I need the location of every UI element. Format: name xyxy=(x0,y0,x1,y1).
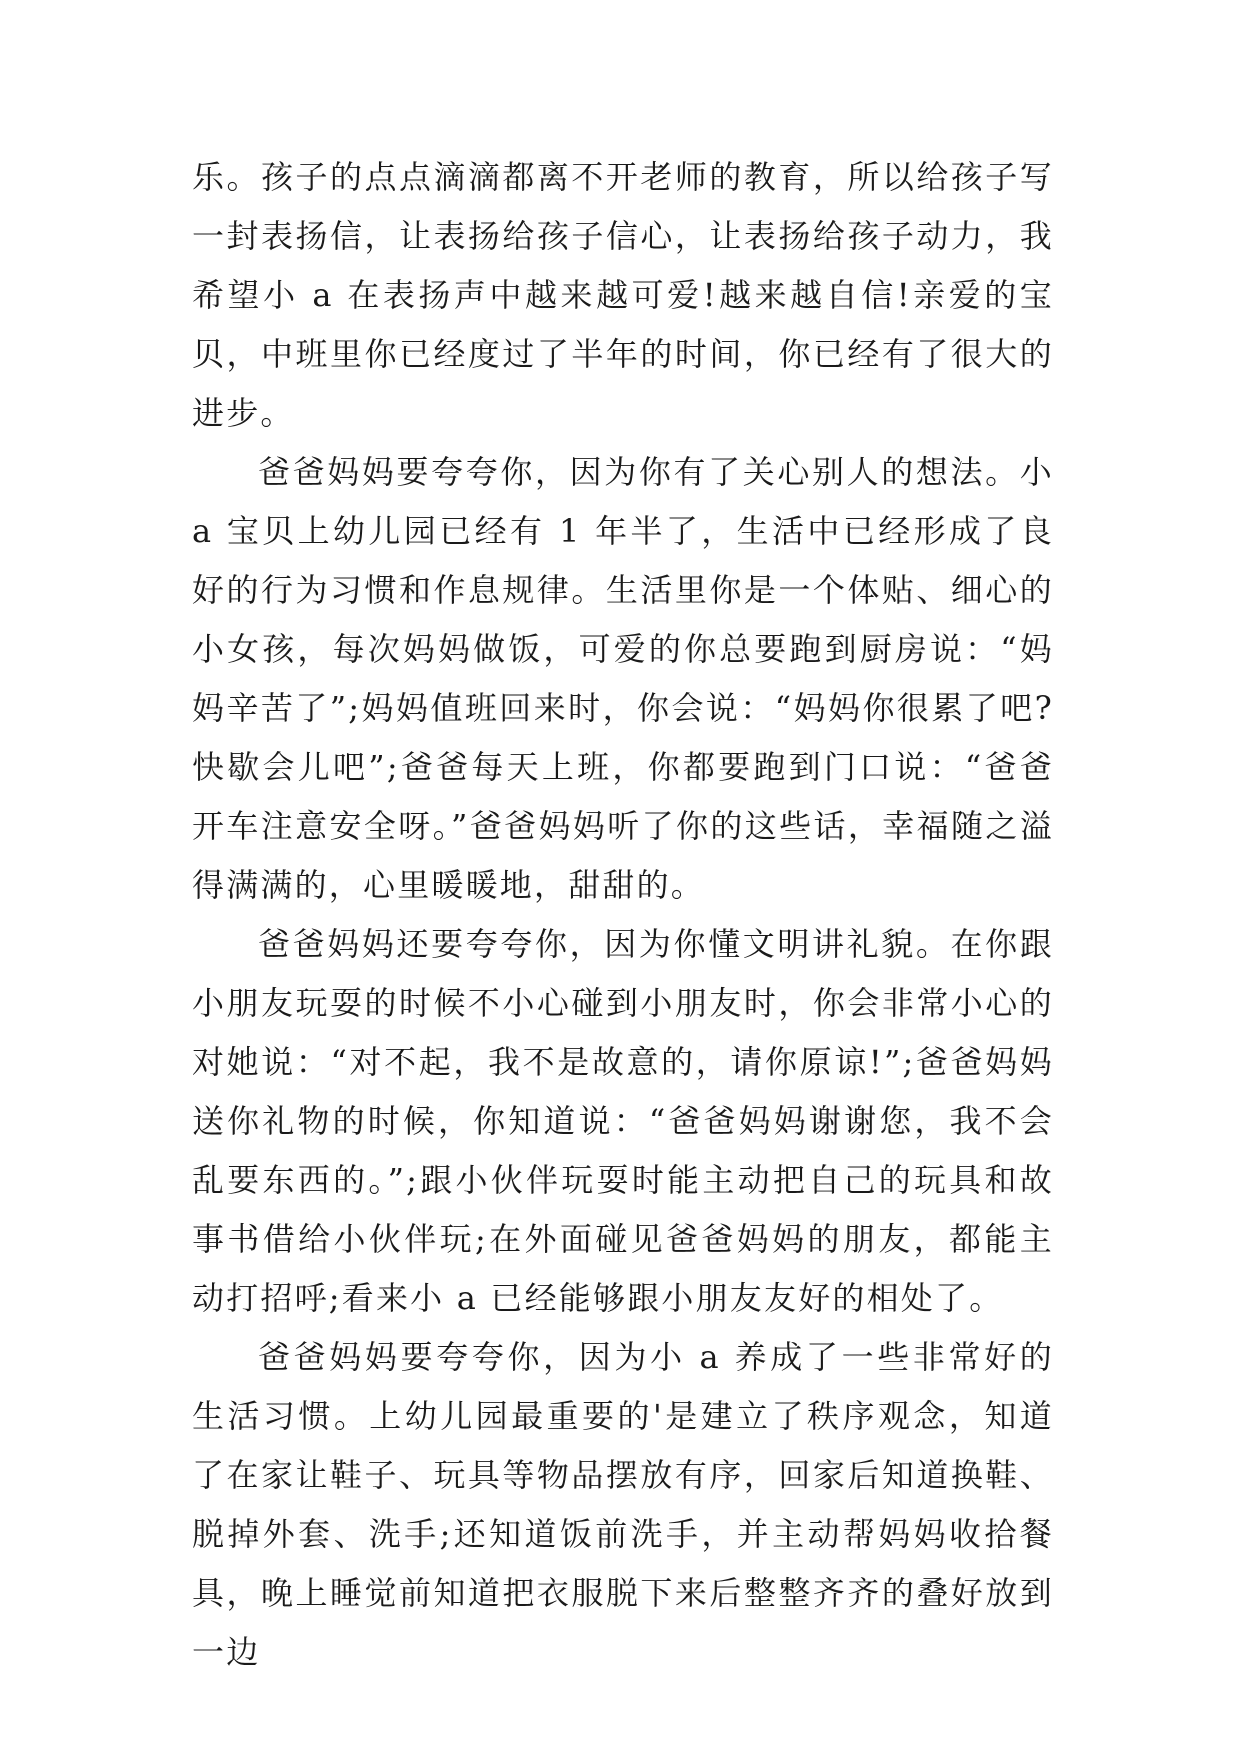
paragraph-2: 爸爸妈妈要夸夸你，因为你有了关心别人的想法。小 a 宝贝上幼儿园已经有 1 年半了，生活中已经形成了良好的行为习惯和作息规律。生活里你是一个体贴、细心的小女孩，每次妈妈做饭，可爱的你总要跑到厨房说：“妈妈辛苦了”;妈妈值班回来时，你会说：“妈妈你很累了吧?快歇会儿吧”;爸爸每天上班，你都要跑到门口说：“爸爸开车注意安全呀。”爸爸妈妈听了你的这些话，幸福随之溢得满满的，心里暖暖地，甜甜的。 xyxy=(192,453,1054,904)
paragraph-3: 爸爸妈妈还要夸夸你，因为你懂文明讲礼貌。在你跟小朋友玩耍的时候不小心碰到小朋友时，你会非常小心的对她说：“对不起，我不是故意的，请你原谅!”;爸爸妈妈送你礼物的时候，你知道说：“爸爸妈妈谢谢您，我不会乱要东西的。”;跟小伙伴玩耍时能主动把自己的玩具和故事书借给小伙伴玩;在外面碰见爸爸妈妈的朋友，都能主动打招呼;看来小 a 已经能够跟小朋友友好的相处了。 xyxy=(192,925,1054,1317)
paragraph-4: 爸爸妈妈要夸夸你，因为小 a 养成了一些非常好的生活习惯。上幼儿园最重要的'是建立了秩序观念，知道了在家让鞋子、玩具等物品摆放有序，回家后知道换鞋、脱掉外套、洗手;还知道饭前洗手，并主动帮妈妈收拾餐具，晚上睡觉前知道把衣服脱下来后整整齐齐的叠好放到一边 xyxy=(192,1338,1054,1671)
document-body xyxy=(192,148,1054,1682)
paragraph-1: 乐。孩子的点点滴滴都离不开老师的教育，所以给孩子写一封表扬信，让表扬给孩子信心，让表扬给孩子动力，我希望小 a 在表扬声中越来越可爱!越来越自信!亲爱的宝贝，中班里你已经度过了半年的时间，你已经有了很大的进步。 xyxy=(192,158,1054,432)
